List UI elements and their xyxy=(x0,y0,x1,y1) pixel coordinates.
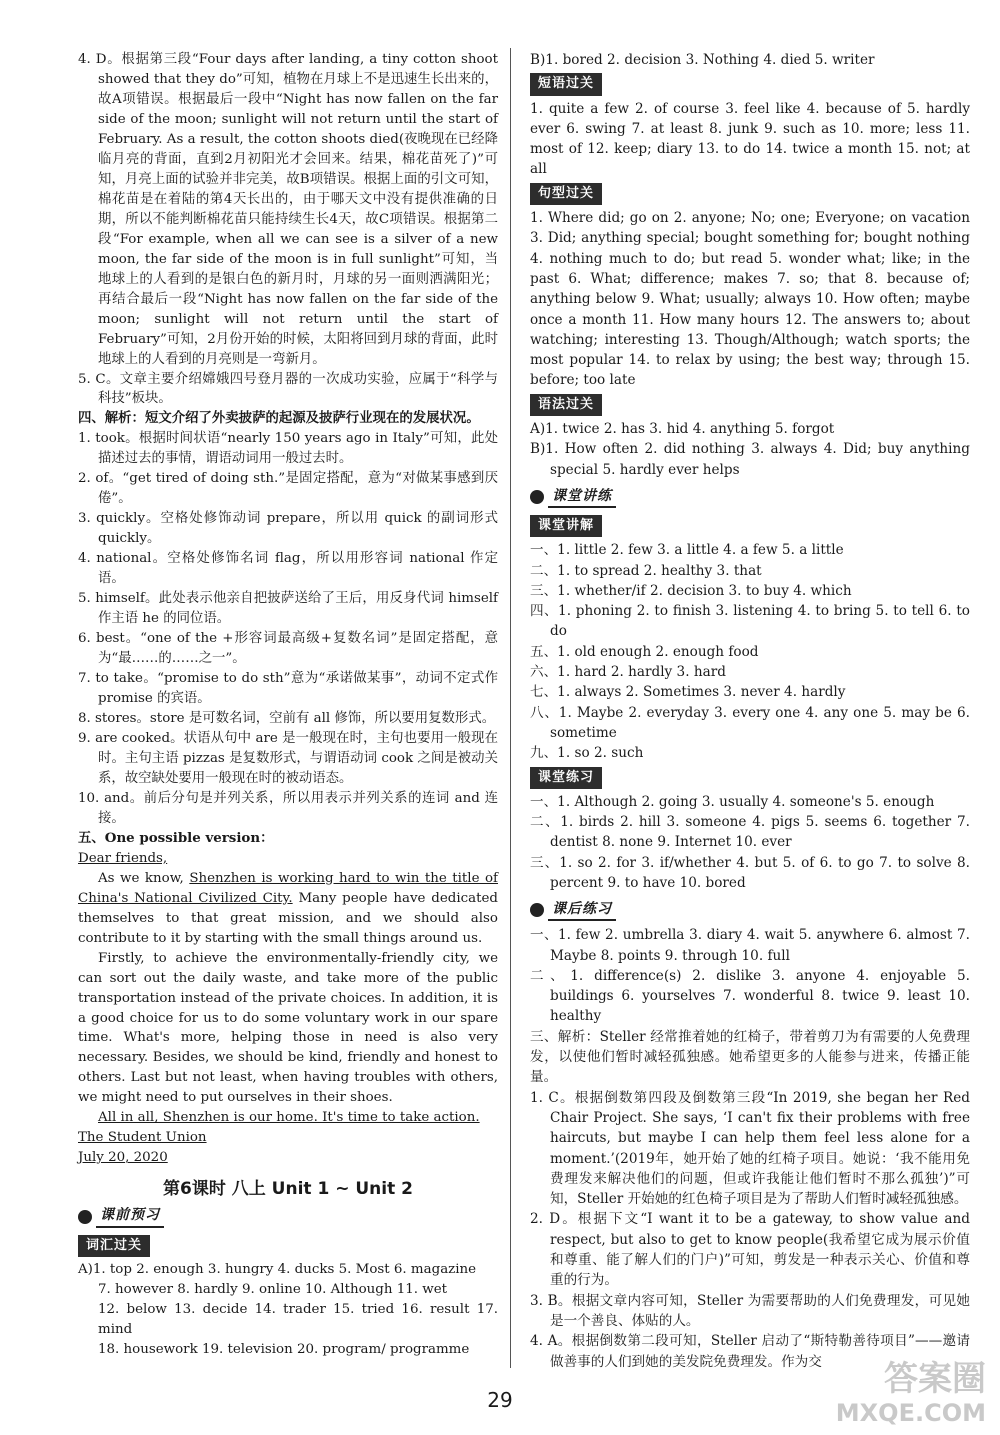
watermark-text: 答案圈 xyxy=(884,1359,986,1399)
banner-label: 课前预习 xyxy=(96,1206,164,1228)
banner-preview xyxy=(78,1206,498,1228)
answer-item: 4. A。根据倒数第二段可知，Steller 启动了“斯特勒善待项目”——邀请做善事的人们到她的美发院免费理发。作为交 xyxy=(530,1333,970,1370)
answer-line: 一、1. Although 2. going 3. usually 4. someone's 5. enough xyxy=(530,793,935,810)
answer-line: 四、1. phoning 2. to finish 3. listening 4. to bring 5. to tell 6. to do xyxy=(530,603,970,640)
answer-item: 1. took。根据时间状语“nearly 150 years ago in Italy”可知，此处描述过去的事情，谓语动词用一般过去时。 xyxy=(78,431,498,467)
section-bar: 课堂练习 xyxy=(530,767,602,789)
answer-item: 9. are cooked。状语从句中 are 是一般现在时，主句也要用一般现在时。主句主语 pizzas 是复数形式，与谓语动词 cook 之间是被动关系，故空缺处要用一般现在时的被动语态。 xyxy=(78,730,498,786)
letter-greeting: Dear friends, xyxy=(78,850,168,866)
answer-line: B)1. How often 2. did nothing 3. always 4. Did; buy anything special 5. hardly ever helps xyxy=(530,441,970,478)
banner-icon xyxy=(78,1210,92,1224)
watermark-url: MXQE.COM xyxy=(835,1399,986,1427)
answer-line: 七、1. always 2. Sometimes 3. never 4. hardly xyxy=(530,684,846,701)
letter-paragraph: All in all, Shenzhen is our home. It's time to take action. xyxy=(98,1110,480,1126)
answer-item: 7. to take。“promise to do sth”意为“承诺做某事”，动词不定式作 promise 的宾语。 xyxy=(78,671,498,706)
answer-item: 5. C。文章主要介绍嫦娥四号登月器的一次成功实验，应属于“科学与科技”板块。 xyxy=(78,371,498,407)
answer-item: 8. stores。store 是可数名词，空前有 all 修饰，所以要用复数形式。 xyxy=(78,710,496,726)
banner-after xyxy=(530,899,970,921)
answer-item: 6. best。“one of the +形容词最高级+复数名词”是固定搭配，意为“最……的……之一”。 xyxy=(78,631,498,667)
answer-item: 10. and。前后分句是并列关系，所以用表示并列关系的连词 and 连接。 xyxy=(78,790,498,826)
banner-icon xyxy=(530,490,544,504)
letter-signature: The Student Union xyxy=(78,1130,207,1146)
answer-line: 三、1. so 2. for 3. if/whether 4. but 5. of 6. to go 7. to solve 8. percent 9. to have 10. bored xyxy=(530,854,970,891)
section-four-intro: 四、解析：短文介绍了外卖披萨的起源及披萨行业现在的发展状况。 xyxy=(78,410,480,427)
sample-letter xyxy=(78,849,498,1169)
answer-line: 7. however 8. hardly 9. online 10. Although 11. wet xyxy=(98,1282,448,1298)
letter-underlined-text: Shenzhen is working hard to win the title of China's National Civilized City. xyxy=(78,870,498,906)
lesson-title: 第6课时 八上 Unit 1 ~ Unit 2 xyxy=(163,1179,413,1200)
letter-text: As we know, xyxy=(98,870,190,886)
section-bar: 句型过关 xyxy=(530,183,602,205)
answer-line: 一、1. little 2. few 3. a little 4. a few 5. a little xyxy=(530,542,844,559)
answer-line: 二、1. difference(s) 2. dislike 3. anyone 4. enjoyable 5. buildings 6. yourselves 7. wonderful 8. twice 9. least 10. healthy xyxy=(530,967,970,1025)
answer-line: 九、1. so 2. such xyxy=(530,745,644,762)
answer-line: 二、1. to spread 2. healthy 3. that xyxy=(530,562,762,579)
section-five-title: 五、One possible version： xyxy=(78,829,274,846)
answer-line: 1. quite a few 2. of course 3. feel like 4. because of 5. hardly ever 6. swing 7. at least 8. junk 9. such as 10. more; less 11. most of 12. keep; diary 13. to do 14. twice a month 15. not; at all xyxy=(530,100,970,178)
answer-line: 12. below 13. decide 14. trader 15. tried 16. result 17. mind xyxy=(98,1302,498,1338)
answer-line: 八、1. Maybe 2. everyday 3. every one 4. any one 5. may be 6. sometime xyxy=(530,704,970,741)
answer-line: A)1. twice 2. has 3. hid 4. anything 5. forgot xyxy=(530,421,835,438)
section-bar: 短语过关 xyxy=(530,73,602,95)
answer-item: 3. quickly。空格处修饰动词 prepare，所以用 quick 的副词形式 quickly。 xyxy=(78,511,498,547)
answer-item: 4. D。根据第三段“Four days after landing, a tiny cotton shoot showed that they do”可知，植物在月球上不是迅速生长出来的，故A项错误。根据最后一段中“Night has now fallen on the far side of the moon; sunlight will not return until the start of February. As a result, the cotton shoots died(夜晚现在已经降临月亮的背面，直到2月初阳光才会回来。结果，棉花苗死了)”可知，月亮上面的试验并非完美，故B项错误。根据上面的引文可知，棉花苗是在着陆的第4天长出的，由于哪天文中没有提供准确的日期，所以不能判断棉花苗只能持续生长4天，故C项错误。根据第二段“For example, when all we can see is a silver of a new moon, the far side of the moon is in full sunlight”可知，当地球上的人看到的是银白色的新月时，月球的另一面则洒满阳光；再结合最后一段“Night has now fallen on the far side of the moon; sunlight will not return until the start of February”可知，2月份开始的时候，太阳将回到月球的背面，此时地球上的人看到的月亮则是一弯新月。 xyxy=(78,52,498,367)
letter-paragraph xyxy=(78,869,498,949)
answer-line: 五、1. old enough 2. enough food xyxy=(530,643,759,660)
answer-line: 一、1. few 2. umbrella 3. diary 4. wait 5. anywhere 6. almost 7. Maybe 8. points 9. through 10. full xyxy=(530,927,970,964)
banner-label: 课后练习 xyxy=(548,899,616,921)
letter-paragraph: Firstly, to achieve the environmentally-friendly city, we can sort out the daily waste, and take more of the public transportation instead of the private choices. In addition, it is a good choice for us to do some voluntary work in our spare time. What's more, helping those in need is also very necessary. Besides, we should be kind, friendly and honest to others. Last but not least, when having troubles with others, we might need to put ourselves in their shoes. xyxy=(78,950,498,1106)
right-column xyxy=(530,50,970,1372)
answer-line: 三、1. whether/if 2. decision 3. to buy 4. which xyxy=(530,582,852,599)
answer-item: 2. of。“get tired of doing sth.”是固定搭配，意为“对做某事感到厌倦”。 xyxy=(78,471,498,507)
analysis-intro: 三、解析：Steller 经常推着她的红椅子，带着剪刀为有需要的人免费理发，以使他们暂时减轻孤独感。她希望更多的人能参与进来，传播正能量。 xyxy=(530,1028,970,1086)
answer-line: 1. Where did; go on 2. anyone; No; one; Everyone; on vacation 3. Did; anything special; bought something for; bought nothing 4. nothing much to do; but read 5. wonder what; like; in the past 6. What; difference; makes 7. so; that 8. because of; anything below 9. What; usually; always 10. How often; maybe once a month 11. How many hours 12. The answers to; about watching; interesting 13. Though/Although; watch sports; the most popular 14. to relax by using; the best way; through 15. before; too late xyxy=(530,210,970,389)
answer-item: 4. national。空格处修饰名词 flag，所以用形容词 national 作定语。 xyxy=(78,551,498,587)
section-bar: 词汇过关 xyxy=(78,1235,150,1257)
answer-item: 1. C。根据倒数第四段及倒数第三段“In 2019, she began her Red Chair Project. She says, ‘I can't fix their problems with free haircuts, but maybe I can help them feel less alone for a moment.’(2019年，她开始了她的红椅子项目。她说：‘我不能用免费理发来解决他们的问题，但或许我能让他们暂时不那么孤独’)”可知，Steller 开始她的红色椅子项目是为了帮助人们暂时减轻孤独感。 xyxy=(530,1089,970,1208)
answer-item: 2. D。根据下文“I want it to be a gateway, to show value and respect, but also to get to know people(我希望它成为展示价值和尊重、能了解人们的门户)”可知，剪发是一种表示关心、价值和尊重的行为。 xyxy=(530,1211,970,1289)
answer-line: A)1. top 2. enough 3. hungry 4. ducks 5. Most 6. magazine xyxy=(78,1262,477,1278)
left-column xyxy=(78,50,498,1360)
answer-line: 18. housework 19. television 20. program/ programme xyxy=(98,1342,470,1358)
column-divider xyxy=(510,48,511,1368)
banner-icon xyxy=(530,903,544,917)
letter-text: Many people have dedicated themselves to that great mission, and we should also contribute to it by starting with the small things around us. xyxy=(78,890,499,946)
answer-item: 3. B。根据文章内容可知，Steller 为需要帮助的人们免费理发，可见她是一个善良、体贴的人。 xyxy=(530,1292,970,1329)
section-bar: 语法过关 xyxy=(530,394,602,416)
page-number: 29 xyxy=(487,1388,513,1412)
watermark-logo xyxy=(835,1359,986,1430)
answer-line: 六、1. hard 2. hardly 3. hard xyxy=(530,664,726,681)
answer-line: B)1. bored 2. decision 3. Nothing 4. died 5. writer xyxy=(530,52,875,68)
banner-label: 课堂讲练 xyxy=(548,486,616,508)
banner-class xyxy=(530,486,970,508)
answer-line: 二、1. birds 2. hill 3. someone 4. pigs 5. seems 6. together 7. dentist 8. none 9. Internet 10. ever xyxy=(530,814,970,851)
answer-item: 5. himself。此处表示他亲自把披萨送给了王后，用反身代词 himself 作主语 he 的同位语。 xyxy=(78,591,498,627)
letter-date: July 20, 2020 xyxy=(78,1150,168,1166)
section-bar: 课堂讲解 xyxy=(530,515,602,537)
